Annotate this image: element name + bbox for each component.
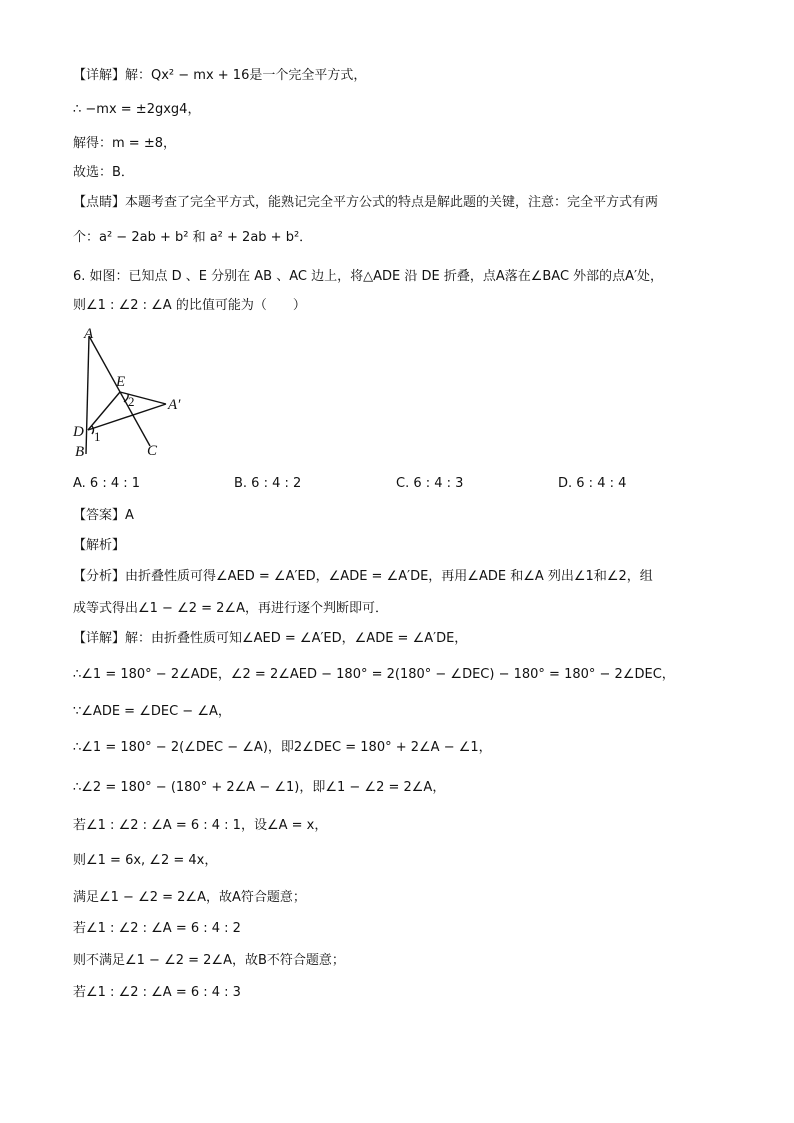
label-e: E (116, 374, 126, 390)
analysis-heading: 【解析】 (73, 538, 126, 553)
solution-line-6: 若∠1 : ∠2 : ∠A = 6 : 4 : 1，设∠A = x， (73, 818, 328, 833)
solution-line-5: ∴∠2 = 180° − (180° + 2∠A − ∠1)，即∠1 − ∠2 = 2∠A， (73, 780, 446, 795)
solution-line-1: 【详解】解：由折叠性质可知∠AED = ∠A′ED，∠ADE = ∠A′DE， (73, 631, 468, 646)
solution-line-8: 满足∠1 − ∠2 = 2∠A，故A符合题意； (73, 890, 306, 905)
question-6-ask: 则∠1 : ∠2 : ∠A 的比值可能为（ ） (73, 298, 306, 313)
option-b: B. 6 : 4 : 2 (234, 476, 302, 491)
question-6-stem: 6. 如图：已知点 D 、E 分别在 AB 、AC 边上，将△ADE 沿 DE 折叠，点A落在∠BAC 外部的点A′处， (73, 269, 664, 284)
option-c: C. 6 : 4 : 3 (396, 476, 464, 491)
label-d: D (73, 424, 84, 440)
label-b: B (75, 444, 85, 460)
analysis-line-1: 【分析】由折叠性质可得∠AED = ∠A′ED，∠ADE = ∠A′DE，再用∠ADE 和∠A 列出∠1和∠2，组 (73, 569, 653, 584)
solution-line-4: ∴∠1 = 180° − 2(∠DEC − ∠A)，即2∠DEC = 180° + 2∠A − ∠1， (73, 740, 492, 755)
label-a: A (84, 326, 94, 342)
solution-line-11: 若∠1 : ∠2 : ∠A = 6 : 4 : 3 (73, 985, 241, 1000)
detail-line-1: 【详解】解：Qx² − mx + 16是一个完全平方式， (73, 68, 367, 83)
solution-line-9: 若∠1 : ∠2 : ∠A = 6 : 4 : 2 (73, 921, 241, 936)
label-angle-2: 2 (128, 394, 135, 409)
solution-line-7: 则∠1 = 6x, ∠2 = 4x， (73, 853, 218, 868)
comment-line-1: 【点睛】本题考查了完全平方式，能熟记完全平方公式的特点是解此题的关键，注意：完全平方式有两 (73, 195, 659, 210)
comment-line-2: 个：a² − 2ab + b² 和 a² + 2ab + b²． (73, 230, 313, 245)
label-c: C (147, 443, 158, 459)
detail-line-3: 解得：m = ±8， (73, 136, 176, 151)
segment-ab (86, 336, 89, 454)
solution-line-10: 则不满足∠1 − ∠2 = 2∠A，故B不符合题意； (73, 953, 345, 968)
detail-line-2: ∴ −mx = ±2gxg4， (73, 102, 201, 117)
option-d: D. 6 : 4 : 4 (558, 476, 627, 491)
solution-line-3: ∵∠ADE = ∠DEC − ∠A， (73, 704, 231, 719)
analysis-line-2: 成等式得出∠1 − ∠2 = 2∠A，再进行逐个判断即可． (73, 601, 388, 616)
solution-line-2: ∴∠1 = 180° − 2∠ADE，∠2 = 2∠AED − 180° = 2(180° − ∠DEC) − 180° = 180° − 2∠DEC， (73, 667, 675, 682)
answer-line: 【答案】A (73, 508, 134, 523)
label-angle-1: 1 (94, 429, 101, 444)
detail-line-4: 故选：B． (73, 165, 134, 180)
option-a: A. 6 : 4 : 1 (73, 476, 141, 491)
fold-triangle-figure (68, 324, 208, 464)
label-a-prime: A′ (168, 397, 181, 413)
